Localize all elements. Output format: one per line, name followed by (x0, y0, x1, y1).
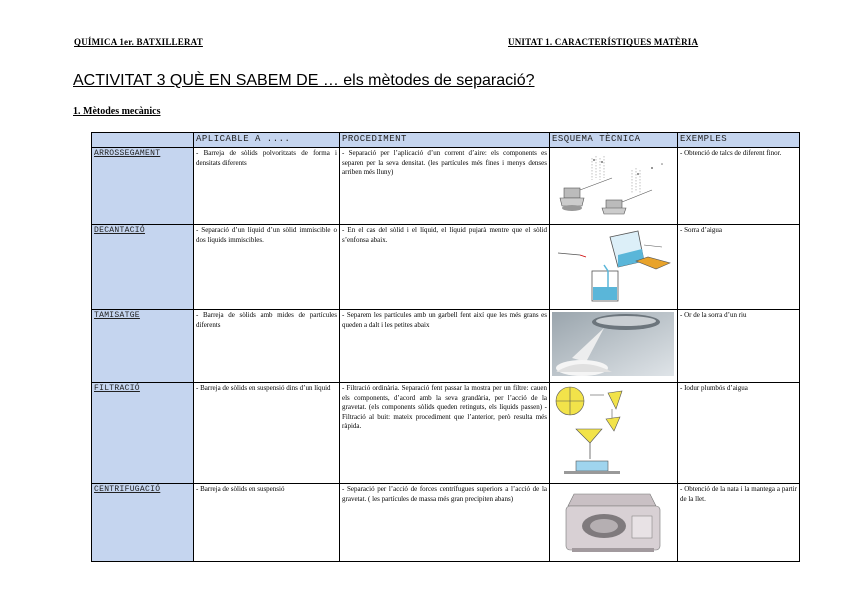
aplicable-cell: - Barreja de sòlids amb mides de partícules diferents (194, 310, 340, 383)
table-row (92, 225, 800, 310)
header-subject: QUÍMICA 1er. BATXILLERAT (74, 37, 203, 47)
exemples-cell: - Or de la sorra d’un riu (678, 310, 800, 383)
procediment-cell: - Separem les partícules amb un garbell fent així que les més grans es queden a dalt i les petites abaix (340, 310, 550, 383)
aplicable-cell: - Barreja de sòlids polvoritzats de forma i densitats diferents (194, 148, 340, 225)
procediment-cell: - Separació per l’acció de forces centrífugues superiors a l’acció de la gravetat. ( les partícules de massa més gran precipiten abans) (340, 484, 550, 562)
procediment-cell: - Filtració ordinària. Separació fent passar la mostra per un filtre: cauen els components, d’acord amb la seva grandària, per l’acció de la gravetat. (els components sòlids queden retinguts, els líquids passen) - Filtració al buit: mateix procediment que l’anterior, però resulta més ràpida. (340, 383, 550, 484)
esquema-cell (550, 148, 678, 225)
method-name[interactable]: DECANTACIÓ (92, 225, 194, 310)
centrifuge-photo (552, 486, 674, 556)
header-cell-esquema: ESQUEMA TÈCNICA (550, 133, 678, 148)
method-name[interactable]: ARROSSEGAMENT (92, 148, 194, 225)
exemples-cell: - Obtenció de la nata i la mantega a partir de la llet. (678, 484, 800, 562)
procediment-cell: - Separació per l’aplicació d’un corrent d’aire: els components es separen per la seva densitat. (les partícules més fines i menys denses arriben més lluny) (340, 148, 550, 225)
table-row (92, 383, 800, 484)
header-cell-aplicable: APLICABLE A .... (194, 133, 340, 148)
header-cell-empty (92, 133, 194, 148)
header-cell-procediment: PROCEDIMENT (340, 133, 550, 148)
method-name[interactable]: TAMISATGE (92, 310, 194, 383)
aplicable-cell: - Separació d’un líquid d’un sòlid immiscible o dos líquids immiscibles. (194, 225, 340, 310)
header-cell-exemples: EXEMPLES (678, 133, 800, 148)
table-row (92, 148, 800, 225)
exemples-cell: - Iodur plumbós d’aigua (678, 383, 800, 484)
aplicable-cell: - Barreja de sòlids en suspensió dins d’un líquid (194, 383, 340, 484)
esquema-cell (550, 225, 678, 310)
method-name[interactable]: FILTRACIÓ (92, 383, 194, 484)
procediment-cell: - En el cas del sòlid i el líquid, el líquid pujarà mentre que el sòlid s’enfonsa abaix. (340, 225, 550, 310)
table-header-row (92, 133, 800, 148)
filtration-diagram (552, 385, 674, 477)
method-name[interactable]: CENTRIFUGACIÓ (92, 484, 194, 562)
esquema-cell (550, 310, 678, 383)
air-drag-diagram (552, 150, 674, 218)
sieving-photo (552, 312, 674, 376)
table-row (92, 484, 800, 562)
aplicable-cell: - Barreja de sòlids en suspensió (194, 484, 340, 562)
section-title: 1. Mètodes mecànics (73, 106, 161, 117)
esquema-cell (550, 484, 678, 562)
esquema-cell (550, 383, 678, 484)
decantation-diagram (552, 227, 674, 303)
exemples-cell: - Sorra d’aigua (678, 225, 800, 310)
header-unit: UNITAT 1. CARACTERÍSTIQUES MATÈRIA (508, 37, 699, 47)
table-row (92, 310, 800, 383)
page-title: ACTIVITAT 3 QUÈ EN SABEM DE … els mètodes de separació? (73, 72, 535, 89)
separation-methods-table (91, 132, 800, 562)
exemples-cell: - Obtenció de talcs de diferent finor. (678, 148, 800, 225)
